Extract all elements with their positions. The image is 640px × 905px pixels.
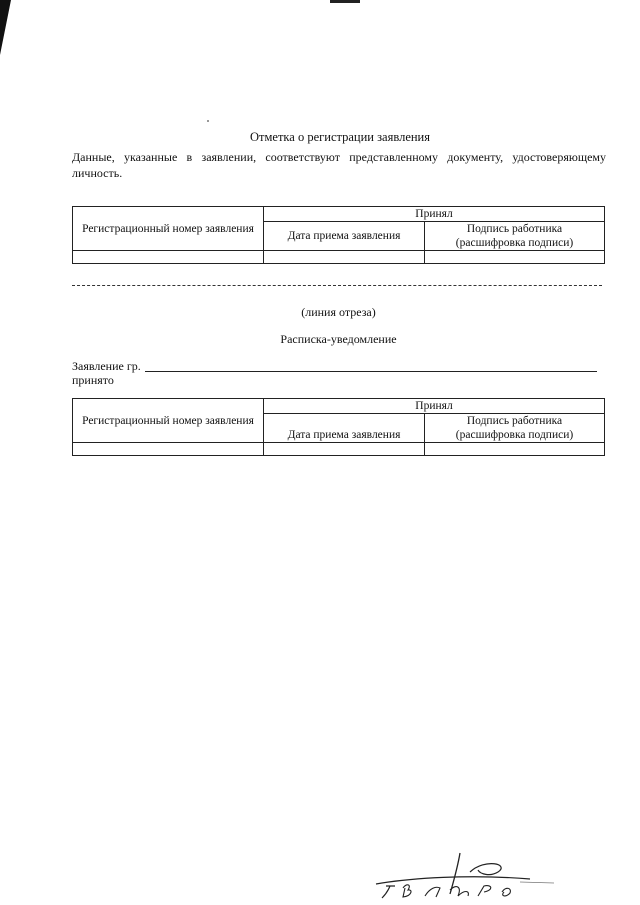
header-date: Дата приема заявления	[264, 222, 425, 251]
cell-signature	[425, 251, 605, 264]
cell-signature	[425, 443, 605, 456]
table-row	[73, 251, 605, 264]
header-accepted: Принял	[264, 399, 605, 414]
cell-reg-number	[73, 443, 264, 456]
header-signature-line1: Подпись работника	[466, 415, 563, 427]
handwritten-signature	[370, 850, 560, 900]
signature-text: Г.В.Пар.б	[370, 850, 375, 851]
registration-table-receipt	[72, 398, 605, 456]
cut-line	[72, 285, 602, 286]
accepted-label: принято	[72, 373, 114, 387]
header-signature-line2: (расшифровка подписи)	[455, 429, 574, 441]
registration-mark-title: Отметка о регистрации заявления	[250, 130, 430, 144]
header-signature	[425, 222, 605, 251]
cut-line-label: (линия отреза)	[301, 305, 376, 319]
header-date: Дата приема заявления	[264, 414, 425, 443]
table-row	[73, 443, 605, 456]
cell-reg-number	[73, 251, 264, 264]
receipt-title: Расписка-уведомление	[280, 332, 397, 346]
header-signature	[425, 414, 605, 443]
header-reg-number: Регистрационный номер заявления	[73, 399, 264, 443]
scan-top-mark	[330, 0, 360, 3]
statement-label: Заявление гр.	[72, 359, 141, 373]
statement-fill-line	[145, 371, 597, 372]
registration-table-top	[72, 206, 605, 264]
cell-date	[264, 251, 425, 264]
header-signature-line1: Подпись работника	[466, 223, 563, 235]
header-signature-line2: (расшифровка подписи)	[455, 237, 574, 249]
scan-corner-mark	[0, 0, 12, 60]
registration-mark-text: Данные, указанные в заявлении, соответствуют представленному документу, удостоверяющему личность.	[72, 150, 606, 180]
header-reg-number: Регистрационный номер заявления	[73, 207, 264, 251]
header-accepted: Принял	[264, 207, 605, 222]
cell-date	[264, 443, 425, 456]
scan-dust-dot	[207, 120, 209, 122]
